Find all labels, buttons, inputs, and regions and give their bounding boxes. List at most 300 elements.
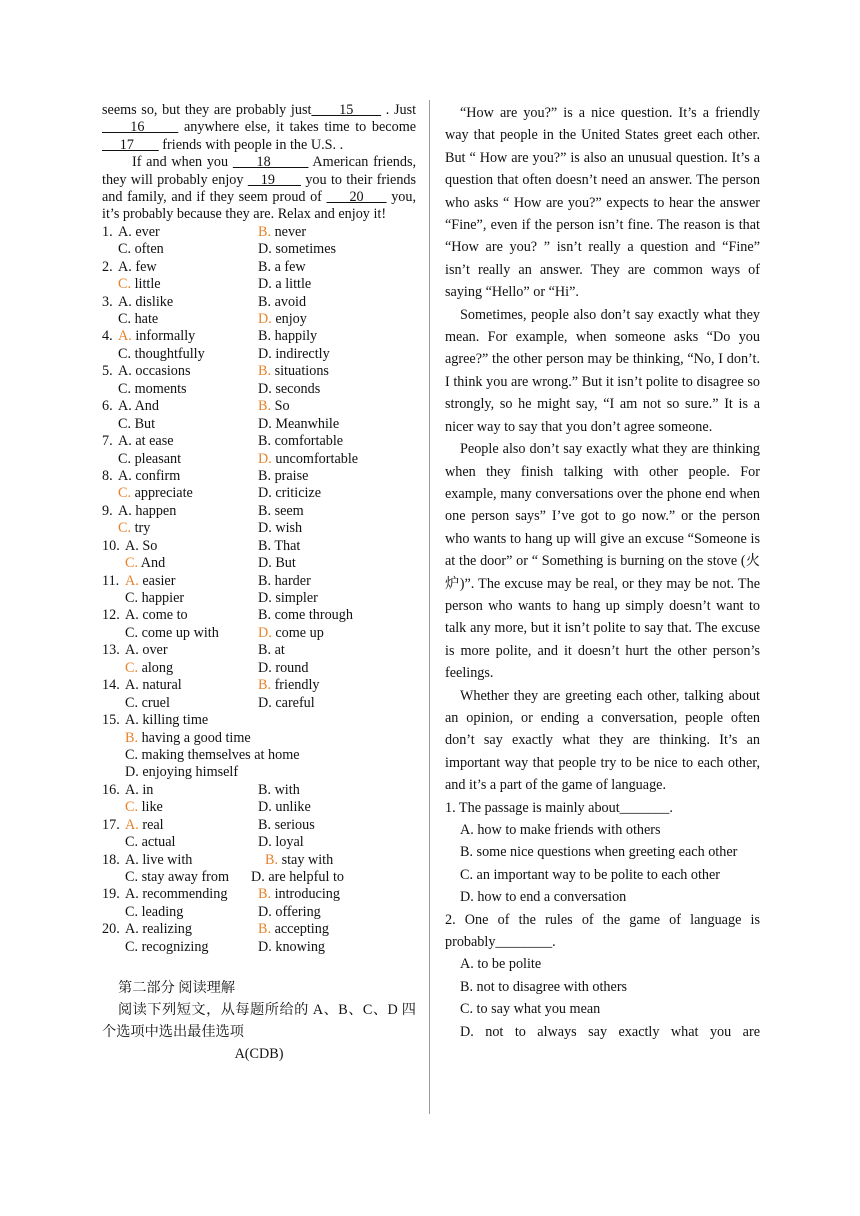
option-letter: D. [258,520,272,537]
option-letter: A. [125,607,139,624]
option-letter: B. [258,816,272,833]
option-d [258,416,339,433]
question-number: 2. [102,258,113,275]
option-d [258,590,318,607]
option-letter: C. [118,450,132,467]
option-text: introducing [274,886,340,903]
option-row [102,782,416,799]
option-text: try [134,520,151,537]
option-a [125,538,157,555]
left-column [102,102,416,1065]
option-a [118,468,180,485]
option-text: situations [274,363,329,380]
option-text: real [142,816,164,833]
option-b [258,782,300,799]
option-letter: A. [118,502,132,519]
option-letter: D. [258,415,272,432]
option-a [118,363,191,380]
option-d [258,904,321,921]
option-text: with [274,781,300,798]
section-title: 第二部分 阅读理解 [118,980,236,997]
option-letter: D. [258,590,272,607]
option-letter: D. [258,450,272,467]
option-letter: B. [258,781,272,798]
option-text: easier [142,572,176,589]
option-a [125,607,188,624]
question-number: 15. [102,712,120,729]
option-letter: A. [125,851,139,868]
option-text: few [135,258,157,275]
option-letter: A. [118,467,132,484]
question-number: 5. [102,363,113,380]
cloze-text: If and when you [132,154,229,171]
option-text: Meanwhile [275,415,340,432]
question-number: 18. [102,851,120,868]
option-c [118,381,187,398]
question-number: 14. [102,677,120,694]
option-row [102,451,416,468]
option-letter: B. [258,433,272,450]
option-row [102,904,416,921]
option-letter: D. [258,799,272,816]
blank-16: 16 [102,119,179,136]
option-letter: C. [118,485,132,502]
passage-label: A(CDB) [234,1046,284,1063]
option-letter: B. [258,502,272,519]
option-a [125,677,182,694]
option-d [258,520,302,537]
option-row [102,241,416,258]
option-letter: C. [125,869,139,886]
question-number: 8. [102,467,113,484]
option-text: But [134,415,156,432]
cloze-paragraph [102,154,416,224]
option-b [258,398,290,415]
option-letter: D. [258,624,272,641]
option-a [118,259,157,276]
option-letter: D. [258,241,272,258]
option-b [258,433,343,450]
option-b [258,886,340,903]
option-c [125,939,209,956]
option-b [258,921,329,938]
option-letter: B. [258,921,272,938]
option-b [258,817,315,834]
option-letter: C. [125,590,139,607]
option-letter: A. [118,223,132,240]
option-b [258,468,308,485]
option-row [102,485,416,502]
option-a [118,224,160,241]
option-d [258,241,336,258]
question-number: 11. [102,572,120,589]
option-text: comfortable [274,433,344,450]
option-letter: D. [258,938,272,955]
option-letter: C. [118,311,132,328]
question-stem: 1. The passage is mainly about_______. [445,799,673,816]
question-stem: 2. One of the rules of the game of language is probably________. [445,911,760,951]
option-letter: A. [118,258,132,275]
option-text: criticize [275,485,322,502]
option-letter: A. [118,433,132,450]
option-letter: B. [258,363,272,380]
option-d [251,869,344,886]
option-row [102,311,416,328]
option-c: C. making themselves at home [125,746,300,763]
option-row [102,538,416,555]
option-text: at [274,642,285,659]
option-a [125,886,227,903]
cloze-text: seems so, but they are probably just [102,102,312,118]
option-b [258,328,317,345]
option-text: So [274,398,290,415]
question-number: 13. [102,642,120,659]
question-number: 9. [102,502,113,519]
option-row [102,503,416,520]
option-letter: C. [125,799,139,816]
option-b [258,503,304,520]
option-a [118,433,174,450]
option-row [102,555,416,572]
option-b [258,259,306,276]
option-letter: B. [258,328,272,345]
option-row [102,433,416,450]
option-text: come up with [141,624,219,641]
option-text: And [134,398,159,415]
cloze-passage-tail [102,102,416,154]
option-b [265,852,333,869]
option-letter: A. [125,677,139,694]
option-text: round [275,659,309,676]
question-option: C. to say what you mean [460,1001,601,1018]
option-text: often [134,241,164,258]
option-letter: B. [258,398,272,415]
option-a [125,921,192,938]
option-row [102,224,416,241]
option-text: ever [135,223,160,240]
option-text: leading [141,903,184,920]
question-option: A. how to make friends with others [460,822,661,838]
option-letter: C. [118,276,132,293]
option-text: harder [274,572,311,589]
option-row [102,276,416,293]
option-letter: D. [258,311,272,328]
question-number: 17. [102,816,120,833]
option-a [125,852,192,869]
option-text: careful [275,694,315,711]
option-c [118,520,150,537]
option-d [258,660,308,677]
option-row [102,398,416,415]
option-d [258,834,304,851]
option-text: having a good time [141,729,251,746]
option-row [102,259,416,276]
reading-paragraph: “How are you?” is a nice question. It’s a friendly way that people in the United States greet each other. But “ How are you?” is also an unusual question. It’s a question that often doesn’t need an answer. The person who asks “ How are you?” expects to hear the answer “Fine”, even if the person isn’t fine. The reason is that “How are you? ” isn’t really a question and “Fine” isn’t really an answer. They are common ways of saying “Hello” or “Hi”. [445,105,760,301]
option-text: pleasant [134,450,182,467]
option-c [125,555,165,572]
option-text: recognizing [141,938,209,955]
option-c [118,311,158,328]
option-b [258,573,311,590]
option-letter: B. [258,677,272,694]
option-text: stay with [281,851,334,868]
option-text: friendly [274,677,320,694]
option-letter: D. [258,276,272,293]
option-text: are helpful to [268,869,344,886]
option-text: unlike [275,799,311,816]
option-c [125,799,163,816]
cloze-text: you to their friends and family, and if they seem proud of [102,171,417,206]
option-letter: A. [118,398,132,415]
option-letter: D. [251,869,265,886]
option-b [258,294,306,311]
option-letter: C. [118,520,132,537]
option-d [258,485,321,502]
option-letter: A. [125,781,139,798]
option-text: wish [275,520,303,537]
option-text: stay away from [141,869,230,886]
option-c [125,625,219,642]
option-d [258,799,311,816]
option-row [102,381,416,398]
option-text: in [142,781,154,798]
option-d [258,555,296,572]
option-letter: B. [258,642,272,659]
option-text: loyal [275,834,304,851]
option-row [102,799,416,816]
option-a [125,782,153,799]
option-c [118,451,181,468]
option-d [258,695,315,712]
option-letter: C. [125,834,139,851]
option-text: happier [141,590,185,607]
option-text: live with [142,851,193,868]
option-a [118,398,159,415]
option-c [118,276,161,293]
blank-15: 15 [311,102,382,118]
option-text: come to [142,607,188,624]
option-text: serious [274,816,315,833]
option-row [102,625,416,642]
option-b [258,363,329,380]
option-text: appreciate [134,485,193,502]
option-letter: A. [118,293,132,310]
option-text: praise [274,467,309,484]
option-text: But [275,555,296,572]
option-letter: B. [125,729,139,746]
option-row [102,852,416,869]
option-row [102,363,416,380]
right-column [445,102,760,1043]
option-letter: A. [125,642,139,659]
option-row [102,677,416,694]
option-d [258,625,324,642]
option-letter: B. [258,607,272,624]
option-letter: C. [125,694,139,711]
cloze-text: anywhere else, it takes time to [183,119,367,136]
option-letter: C. [118,241,132,258]
blank-20: 20 [326,189,387,206]
option-d [258,381,320,398]
option-c [118,346,205,363]
option-row [102,921,416,938]
option-row [102,834,416,851]
option-text: hate [134,311,159,328]
option-letter: C. [118,345,132,362]
option-d: D. enjoying himself [125,764,239,781]
option-text: over [142,642,168,659]
option-letter: D. [258,555,272,572]
option-b [125,730,251,747]
option-text: like [141,799,163,816]
option-row [102,869,416,886]
option-text: knowing [275,938,325,955]
option-row [102,416,416,433]
option-c [125,590,184,607]
option-letter: A. [118,328,132,345]
option-c [118,416,155,433]
question-option: C. an important way to be polite to each other [460,866,721,883]
option-row [102,346,416,363]
option-letter: D. [258,659,272,676]
cloze-text: you, it’s probably because they are. Relax and enjoy it! [102,189,417,223]
question-number: 6. [102,398,113,415]
option-letter: C. [118,380,132,397]
option-text: little [134,276,161,293]
option-c [125,834,175,851]
option-letter: D. [258,834,272,851]
cloze-text: American friends, they will probably enjoy [102,154,417,188]
option-row [102,468,416,485]
option-a [125,573,175,590]
option-text: confirm [135,467,181,484]
option-letter: B. [258,886,272,903]
option-row [102,294,416,311]
question-option: B. some nice questions when greeting each other [460,844,738,861]
option-letter: A. [125,572,139,589]
reading-paragraph: People also don’t say exactly what they are thinking when they finish talking with other people. For example, many conversations over the phone end when one person says” I’ve got to go now.” or the person who wants to hang up will give an excuse “Someone is at the door” or “ Something is burning on the stove (火炉)”. The excuse may be real, or they may be not. The person who wants to hang up simply doesn’t want to talk any more, but it isn’t polite to say that. The excuse is more polite, and it doesn’t hurt the other person’s feelings. [445,441,760,682]
option-c [125,695,170,712]
option-a [118,328,195,345]
option-text: actual [141,834,176,851]
option-letter: B. [265,851,279,868]
option-letter: A. [118,363,132,380]
option-text: a few [274,258,306,275]
option-letter: D. [258,694,272,711]
option-text: sometimes [275,241,337,258]
option-letter: A. [125,816,139,833]
blank-18: 18 [232,154,309,171]
option-text: That [274,537,301,554]
option-text: seconds [275,380,321,397]
option-text: thoughtfully [134,345,205,362]
option-a [125,642,168,659]
option-text: uncomfortable [275,450,359,467]
option-letter: B. [258,293,272,310]
option-row [102,642,416,659]
option-b [258,607,353,624]
option-text: simpler [275,590,318,607]
option-letter: B. [258,537,272,554]
option-text: natural [142,677,182,694]
option-a [125,817,164,834]
question-option: D. not to always say exactly what you are [460,1023,760,1040]
option-text: realizing [142,921,192,938]
column-divider [429,100,430,1114]
option-letter: D. [258,345,272,362]
option-row [102,886,416,903]
question-number: 3. [102,293,113,310]
option-text: enjoy [275,311,307,328]
option-text: offering [275,903,321,920]
option-letter: C. [118,415,132,432]
reading-paragraph: Sometimes, people also don’t say exactly what they mean. For example, when someone asks “Do you agree?” the other person may be thinking, “No, I don’t. I think you are wrong.” But it isn’t polite to disagree so strongly, so he might say, “I am not so sure.” It is a nicer way to say that you don’t agree someone. [445,306,760,435]
option-letter: A. [125,921,139,938]
option-text: So [142,537,158,554]
question-number: 7. [102,433,113,450]
option-text: indirectly [275,345,330,362]
option-row [102,712,416,729]
option-letter: C. [125,555,139,572]
option-letter: A. [125,886,139,903]
option-letter: B. [258,258,272,275]
cloze-text: . [385,102,390,118]
option-row [102,764,416,781]
option-c [125,904,183,921]
option-row [102,817,416,834]
option-c [118,241,164,258]
option-row [102,660,416,677]
cloze-text: friends with people in the U.S. . [162,136,344,153]
question-number: 10. [102,537,120,554]
option-c [125,869,229,886]
option-text: seem [274,502,304,519]
option-letter: A. [125,537,139,554]
option-letter: B. [258,467,272,484]
blank-19: 19 [247,171,301,188]
option-row [102,590,416,607]
option-text: recommending [142,886,228,903]
option-letter: C. [125,903,139,920]
option-letter: C. [125,624,139,641]
option-d [258,311,307,328]
option-text: along [141,659,174,676]
option-d [258,451,358,468]
option-text: And [140,555,166,572]
option-letter: B. [258,572,272,589]
option-text: come through [274,607,353,624]
option-row [102,520,416,537]
option-text: avoid [274,293,307,310]
section-instruction: 阅读下列短文，从每题所给的 A、B、C、D 四个选项中选出最佳选项 [102,1002,416,1041]
option-text: a little [275,276,312,293]
cloze-options-list [102,224,416,956]
option-text: informally [135,328,196,345]
option-text: accepting [274,921,329,938]
option-row [102,730,416,747]
option-letter: C. [125,938,139,955]
blank-17: 17 [102,136,159,153]
option-letter: D. [258,380,272,397]
question-option: A. to be polite [460,956,542,973]
option-b [258,538,300,555]
question-option: B. not to disagree with others [460,978,628,995]
question-number: 19. [102,886,120,903]
option-text: happily [274,328,318,345]
option-b [258,224,306,241]
option-text: at ease [135,433,174,450]
option-row [102,607,416,624]
